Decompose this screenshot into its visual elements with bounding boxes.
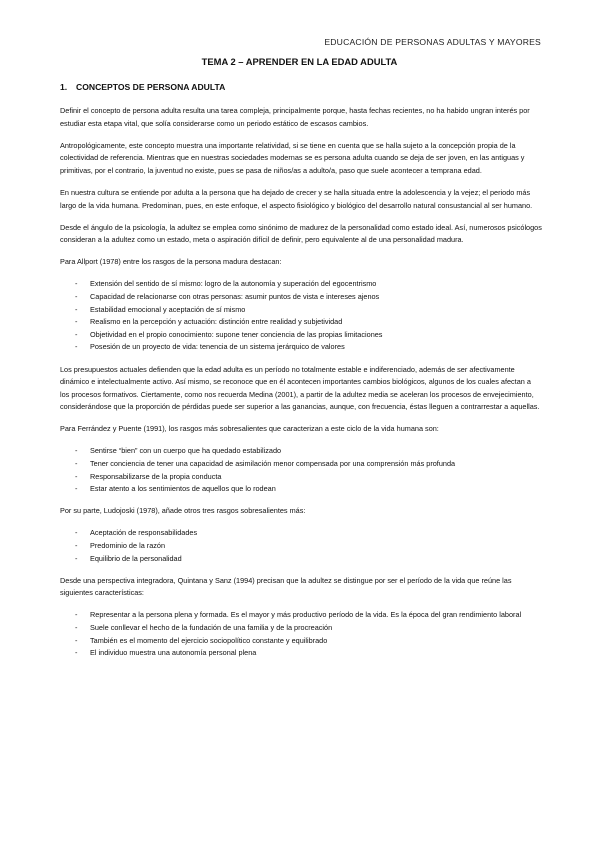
paragraph: Los presupuestos actuales defienden que la edad adulta es un período no totalmente estable e indiferenciado, además de ser afectivamente dinámico e intelectualmente activo. Así mismo, se reconoce que en él acontecen importantes cambios biológicos, algunos de los cuales afectan a los procesos formativos. Ciertamente, como nos recuerda Medina (2001), a partir de la adultez media se aceleran los procesos de envejecimiento, considerándose que la proporción de pérdidas puede ser superior a las ganancias, aunque, con frecuencia, éstas lleguen a contrarrestar a aquellas. xyxy=(60,364,540,412)
paragraph: Desde el ángulo de la psicología, la adultez se emplea como sinónimo de madurez de la personalidad como estado ideal. Así, numerosos psicólogos consideran a la adultez como un estado, meta o aspiración difícil de definir, pero equivalente al de una personalidad madura. xyxy=(60,222,542,245)
allport-traits-list xyxy=(60,278,542,354)
dash-bullet: - xyxy=(75,635,78,645)
dash-bullet: - xyxy=(75,610,78,620)
dash-bullet: - xyxy=(75,471,78,481)
dash-bullet: - xyxy=(75,528,78,538)
list-item: - Sentirse “bien” con un cuerpo que ha quedado estabilizado xyxy=(60,445,542,458)
list-item: - Posesión de un proyecto de vida: tenencia de un sistema jerárquico de valores xyxy=(60,341,542,354)
dash-bullet: - xyxy=(75,553,78,563)
paragraph: Definir el concepto de persona adulta resulta una tarea compleja, principalmente porque, hasta fechas recientes, no ha habido ungran interés por estudiar esta etapa vital, que solía considerarse como un periodo estático de escasos cambios. xyxy=(60,106,530,128)
quintana-traits-list xyxy=(60,609,542,659)
list-item: - Extensión del sentido de sí mismo: logro de la autonomía y superación del egocentrismo xyxy=(60,278,542,291)
list-item: - Realismo en la percepción y actuación: distinción entre realidad y subjetividad xyxy=(60,316,542,329)
paragraph: Antropológicamente, este concepto muestra una importante relatividad, si se tiene en cuenta que se halla sujeto a la concepción propia de la colectividad de referencia. Mientras que en nuestras sociedades modernas se es persona adulta cuando se deja de ser joven, en las antiguas y primitivas, por el contrario, la juventud no existe, pues se pasa de niños/as a adulto/a, paso que suele acontecer a temprana edad. xyxy=(60,140,525,175)
dash-bullet: - xyxy=(75,292,78,302)
dash-bullet: - xyxy=(75,279,78,289)
dash-bullet: - xyxy=(75,304,78,314)
dash-bullet: - xyxy=(75,317,78,327)
list-item: - Capacidad de relacionarse con otras personas: asumir puntos de vista e intereses ajenos xyxy=(60,291,542,304)
list-item: - El individuo muestra una autonomía personal plena xyxy=(60,647,542,660)
running-header: EDUCACIÓN DE PERSONAS ADULTAS Y MAYORES xyxy=(324,37,541,47)
ludojoski-traits-list xyxy=(60,527,542,565)
ferrandez-traits-list xyxy=(60,445,542,495)
list-item: - Tener conciencia de tener una capacidad de asimilación menor compensada por una comprensión más profunda xyxy=(60,458,542,471)
dash-bullet: - xyxy=(75,648,78,658)
document-title: TEMA 2 – APRENDER EN LA EDAD ADULTA xyxy=(201,56,398,67)
section-number: 1. xyxy=(60,82,68,92)
list-item: - Suele conllevar el hecho de la fundación de una familia y de la procreación xyxy=(60,622,542,635)
dash-bullet: - xyxy=(75,329,78,339)
paragraph: Por su parte, Ludojoski (1978), añade otros tres rasgos sobresalientes más: xyxy=(60,506,306,516)
section-heading xyxy=(60,82,542,92)
list-item: - Aceptación de responsabilidades xyxy=(60,527,542,540)
list-item: - Representar a la persona plena y formada. Es el mayor y más productivo período de la vida. Es la época del gran rendimiento laboral xyxy=(60,609,542,622)
list-item: - Estabilidad emocional y aceptación de sí mismo xyxy=(60,304,542,317)
paragraph: Para Allport (1978) entre los rasgos de la persona madura destacan: xyxy=(60,257,282,267)
section-title: CONCEPTOS DE PERSONA ADULTA xyxy=(76,82,226,92)
dash-bullet: - xyxy=(75,342,78,352)
document-body xyxy=(60,82,542,669)
list-item: - Objetividad en el propio conocimiento: supone tener conciencia de las propias limitaciones xyxy=(60,329,542,342)
list-item: - Predominio de la razón xyxy=(60,540,542,553)
dash-bullet: - xyxy=(75,446,78,456)
paragraph: En nuestra cultura se entiende por adulta a la persona que ha dejado de crecer y se halla situada entre la adolescencia y la vejez; el periodo más largo de la vida humana. Predominan, pues, en este enfoque, el aspecto fisiológico y biológico del desarrollo natural consustancial al ser humano. xyxy=(60,187,533,210)
list-item: - Responsabilizarse de la propia conducta xyxy=(60,471,542,484)
list-item: - También es el momento del ejercicio sociopolítico constante y equilibrado xyxy=(60,635,542,648)
paragraph: Desde una perspectiva integradora, Quintana y Sanz (1994) precisan que la adultez se distingue por ser el período de la vida que reúne las siguientes características: xyxy=(60,575,512,598)
dash-bullet: - xyxy=(75,623,78,632)
dash-bullet: - xyxy=(75,459,78,469)
list-item: - Equilibrio de la personalidad xyxy=(60,553,542,566)
list-item: - Estar atento a los sentimientos de aquellos que lo rodean xyxy=(60,483,542,496)
dash-bullet: - xyxy=(75,484,78,494)
paragraph: Para Ferrández y Puente (1991), los rasgos más sobresalientes que caracterizan a este ciclo de la vida humana son: xyxy=(60,424,439,434)
dash-bullet: - xyxy=(75,541,78,551)
